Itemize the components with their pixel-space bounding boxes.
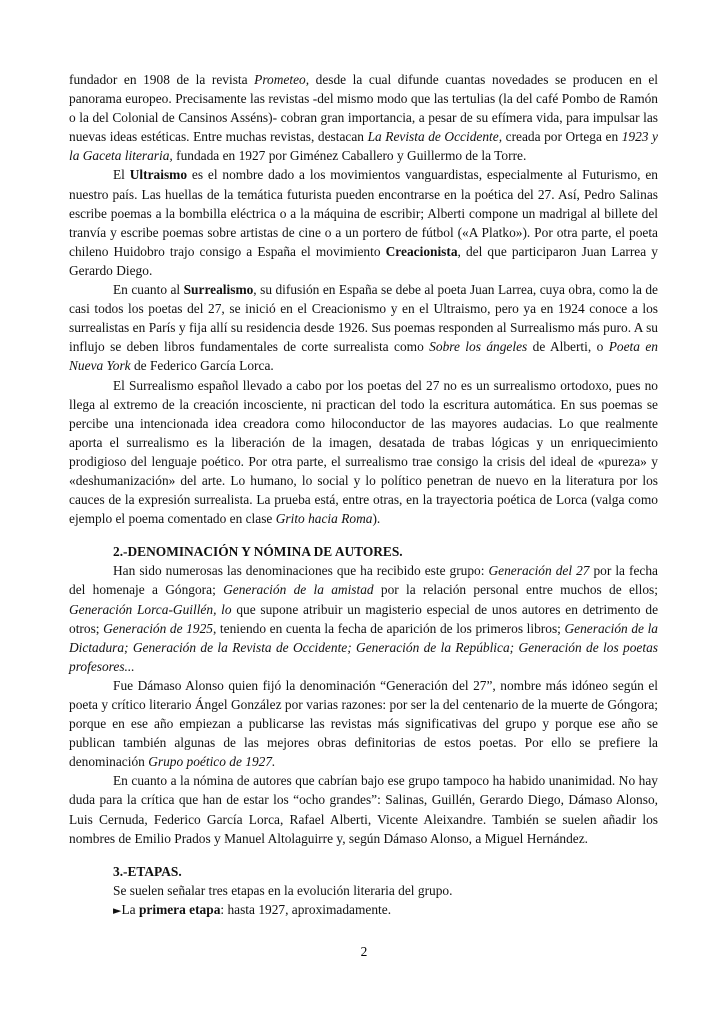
text-run: El (113, 167, 130, 183)
bold-term: primera etapa (138, 901, 221, 917)
text-run: por la relación personal entre muchos de ellos; (373, 582, 658, 598)
text-run: En cuanto al (113, 282, 184, 298)
text-run: Fue Dámaso Alonso quien fijó la denominación “Generación del 27”, nombre más idóneo según el poeta y crítico literario Ángel González por varias razones: por ser la del centenario de la muerte de Góngora; porque en ese año empiezan a publicarse las revistas más significativas del grupo y porque ese año se publican también algunas de las mejores obras definitorias de estos poetas. Por ello se prefiere la denominación (69, 677, 658, 770)
document-page (69, 70, 658, 920)
paragraph-surrealismo (69, 280, 658, 375)
page-number: 2 (360, 944, 368, 959)
bold-term: Ultraismo (129, 167, 188, 183)
text-run: , teniendo en cuenta la fecha de aparición de los primeros libros; (212, 620, 565, 636)
paragraph-surrealismo-espanol (69, 376, 658, 529)
italic-title: Generación de la Dictadura; Generación de la Revista de Occidente; Generación de la República; Generación de los poetas profesores... (69, 620, 658, 674)
italic-title: Grito hacia Roma (275, 511, 373, 527)
italic-title: 1923 y la Gaceta literaria, (69, 129, 658, 164)
bold-term: Surrealismo (183, 282, 254, 298)
section-heading-denominacion: 2.-DENOMINACIÓN Y NÓMINA DE AUTORES. (113, 544, 403, 560)
paragraph-revistas (69, 70, 658, 165)
text-run: : hasta 1927, aproximadamente. (220, 901, 392, 917)
paragraph-denominaciones (69, 561, 658, 676)
paragraph-nomina (69, 771, 658, 847)
bullet-arrow-icon: ► (113, 903, 122, 917)
italic-title: Generación de 1925 (103, 620, 213, 636)
italic-title: Prometeo, (254, 72, 310, 87)
paragraph-ultraismo (69, 165, 658, 280)
text-run: de Federico García Lorca. (130, 358, 274, 374)
text-run: desde la cual difunde cuantas novedades se producen en el panorama europeo. Precisamente las revistas -del mismo modo que las tertulias (la del café Pombo de Ramón o la del Colonial de Cansinos Asséns)- cobran gran importancia, a pesar de su efímera vida, para impulsar las nuevas ideas estéticas. Entre muchas revistas, destacan (69, 72, 658, 145)
text-run: que supone atribuir un magisterio especial de unos autores en detrimento de otros; (69, 601, 659, 636)
italic-title: Poeta en Nueva York (69, 339, 658, 374)
italic-title: Sobre los ángeles (429, 339, 528, 355)
text-run: Se suelen señalar tres etapas en la evolución literaria del grupo. (113, 882, 453, 898)
text-run: Han sido numerosas las denominaciones que ha recibido este grupo: (113, 563, 489, 579)
paragraph-etapas-intro (69, 881, 658, 900)
text-run: por la fecha del homenaje a Góngora; (69, 563, 658, 598)
italic-title: Generación del 27 (488, 563, 590, 579)
text-run: , su difusión en España se debe al poeta Juan Larrea, cuya obra, como la de casi todos los poetas del 27, se inició en el Creacionismo y en el Ultraismo, pero ya en 1924 conoce a los surrealistas en París y fija allí su residencia desde 1926. Sus poemas responden al Surrealismo más puro. A su influjo se deben libros fundamentales de corte surrealista como (69, 282, 658, 355)
text-run: es el nombre dado a los movimientos vanguardistas, especialmente al Futurismo, en nuestro país. Las huellas de la temática futurista pueden encontrarse en la poética del 27. Así, Pedro Salinas escribe poemas a la bombilla eléctrica o a la máquina de escribir; Alberti compone un madrigal al billete del tranvía y escribe poemas sobre artistas de cine o a un portero de fútbol («A Platko»). Por otra parte, el poeta chileno Huidobro trajo consigo a España el movimiento (69, 167, 658, 259)
italic-title: Generación Lorca-Guillén, lo (69, 601, 232, 617)
text-run: El Surrealismo español llevado a cabo por los poetas del 27 no es un surrealismo ortodoxo, pues no llega al extremo de la creación incosciente, ni practican del todo la escritura automática. En sus poemas se percibe una intencionada idea creadora como hiloconductor de las mayores audacias. Lo que realmente aporta el surrealismo es la liberación de la imagen, desatada de trabas lógicas y un enriquecimiento prodigioso del lenguaje poético. Por otra parte, el surrealismo trae consigo la crisis del ideal de «pureza» y «deshumanización» del arte. Lo humano, lo social y lo político penetran de nuevo en la literatura por los cauces de la expresión surrealista. La prueba está, entre otras, en la trayectoria poética de Lorca (valga como ejemplo el poema comentado en clase (69, 377, 658, 527)
text-run: La (121, 901, 139, 917)
text-run: fundada en 1927 por Giménez Caballero y Guillermo de la Torre. (172, 148, 527, 164)
text-run: de Alberti, o (527, 339, 609, 355)
italic-title: Grupo poético de 1927. (148, 754, 276, 770)
text-run: , del que participaron Juan Larrea y Gerardo Diego. (69, 243, 658, 278)
list-item-primera-etapa (69, 900, 658, 920)
paragraph-damaso-alonso (69, 676, 658, 771)
text-run: ). (372, 511, 381, 527)
text-run: creada por Ortega en (502, 129, 622, 145)
italic-title: La Revista de Occidente, (367, 129, 503, 145)
text-run: En cuanto a la nómina de autores que cabrían bajo ese grupo tampoco ha habido unanimidad. No hay duda para la crítica que han de estar los “ocho grandes”: Salinas, Guillén, Gerardo Diego, Dámaso Alonso, Luis Cernuda, Federico García Lorca, Rafael Alberti, Vicente Aleixandre. También se suelen añadir los nombres de Emilio Prados y Manuel Altolaguirre y, según Dámaso Alonso, a Miguel Hernández. (69, 773, 658, 846)
section-heading-etapas: 3.-ETAPAS. (113, 863, 182, 879)
bold-term: Creacionista (385, 243, 458, 259)
text-run: fundador en 1908 de la revista (69, 72, 255, 87)
italic-title: Generación de la amistad (223, 582, 374, 598)
